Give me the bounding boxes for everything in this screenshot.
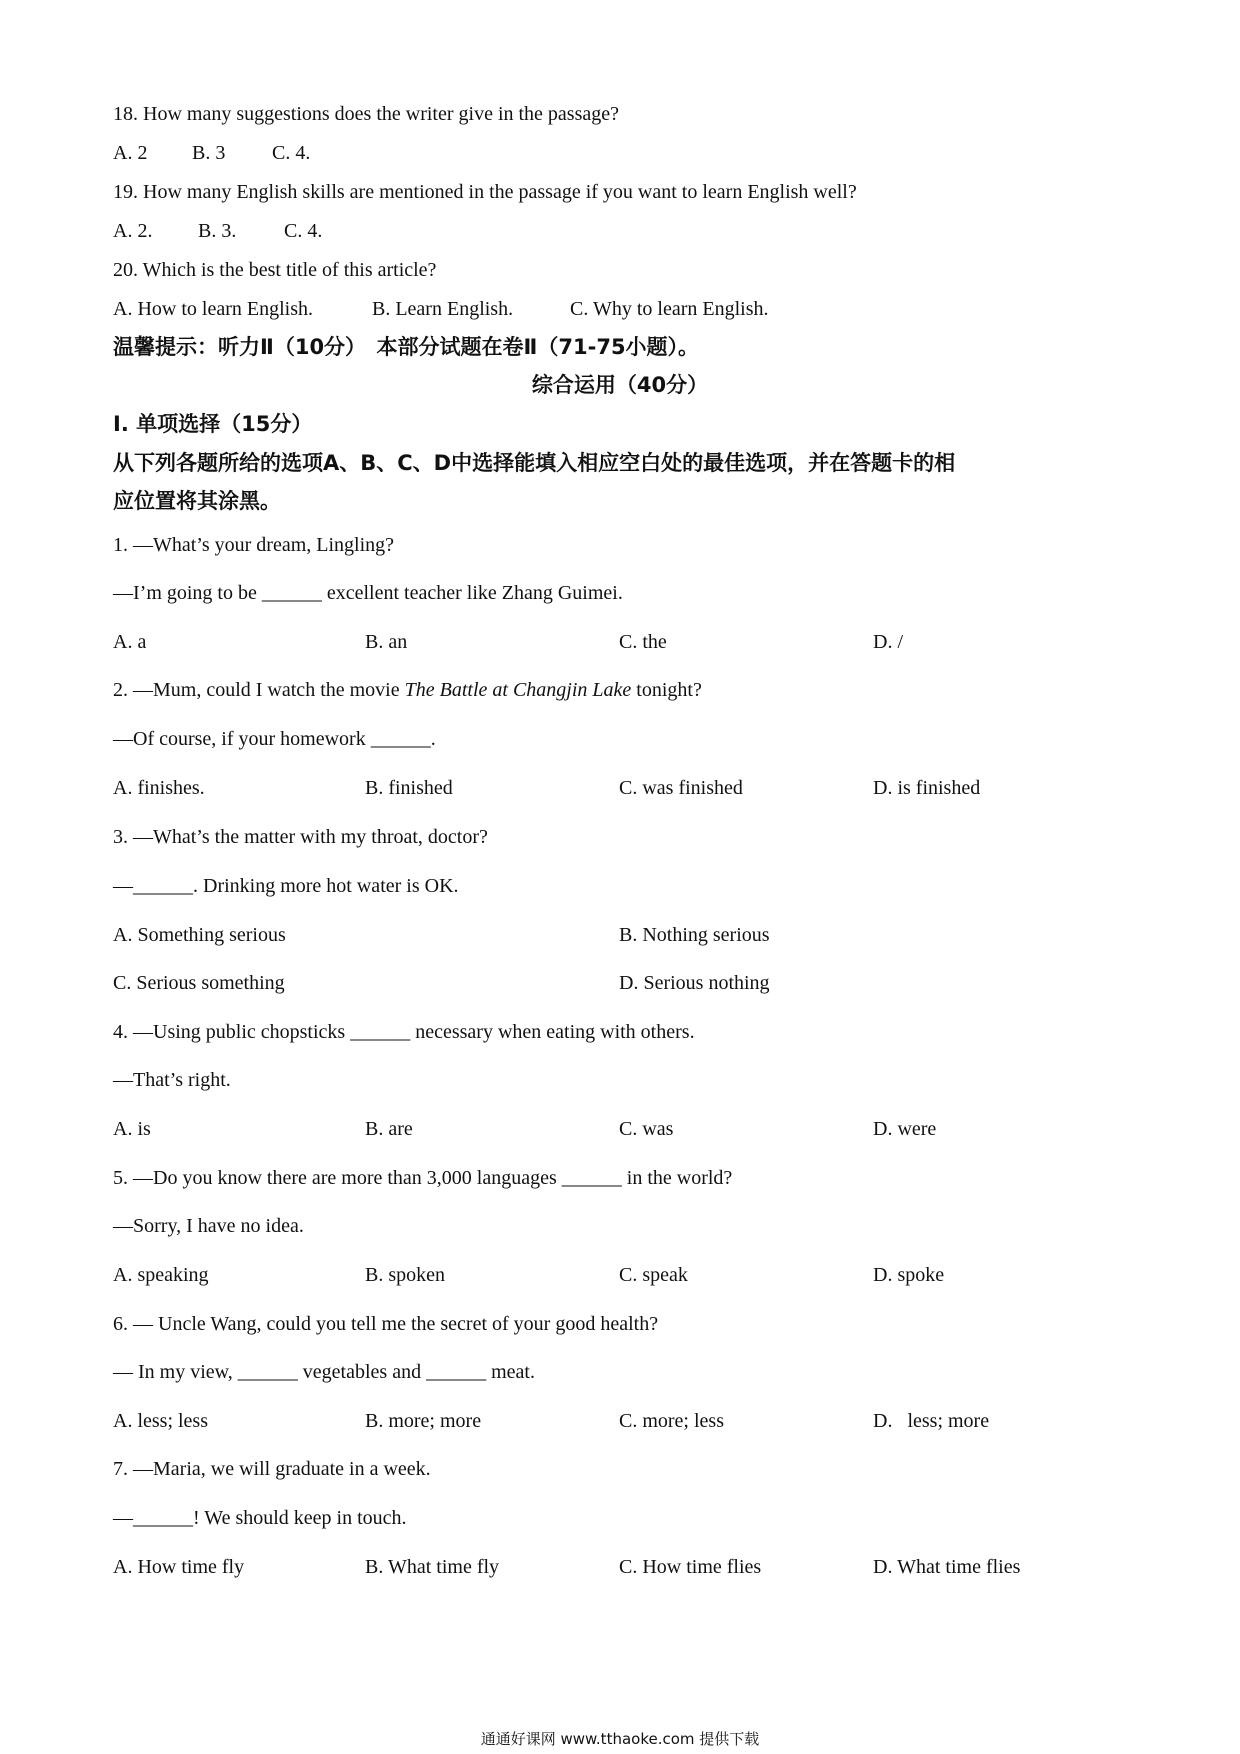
q1-option-d: D. / — [873, 631, 903, 653]
movie-title: The Battle at Changjin Lake — [404, 679, 632, 701]
question-4-line-1: 4. —Using public chopsticks ______ necessary when eating with others. — [113, 1021, 695, 1043]
section-title: 综合运用（40分） — [531, 373, 709, 397]
question-7-line-1: 7. —Maria, we will graduate in a week. — [113, 1458, 431, 1480]
question-2-line-1 — [113, 677, 702, 703]
q18-option-b: B. 3 — [192, 142, 226, 164]
q6-option-a: A. less; less — [113, 1410, 208, 1432]
q19-option-b: B. 3. — [198, 220, 237, 242]
q2-option-b: B. finished — [365, 777, 453, 799]
q7-option-c: C. How time flies — [619, 1556, 762, 1578]
q7-option-d: D. What time flies — [873, 1556, 1021, 1578]
q4-option-c: C. was — [619, 1118, 674, 1140]
q3-option-b: B. Nothing serious — [619, 924, 770, 946]
q2-option-a: A. finishes. — [113, 777, 205, 799]
question-19: 19. How many English skills are mentioned in the passage if you want to learn English well? — [113, 181, 857, 203]
q4-option-a: A. is — [113, 1118, 151, 1140]
instruction-line-1: 从下列各题所给的选项A、B、C、D中选择能填入相应空白处的最佳选项，并在答题卡的相 — [113, 451, 956, 475]
q5-option-d: D. spoke — [873, 1264, 945, 1286]
q1-option-b: B. an — [365, 631, 408, 653]
question-1-line-2: —I’m going to be ______ excellent teacher like Zhang Guimei. — [113, 582, 623, 604]
q2-option-d: D. is finished — [873, 777, 981, 799]
question-2-line-2: —Of course, if your homework ______. — [113, 728, 436, 750]
question-1-line-1: 1. —What’s your dream, Lingling? — [113, 534, 395, 556]
question-7-line-2: —______! We should keep in touch. — [113, 1507, 407, 1529]
q18-option-a: A. 2 — [113, 142, 148, 164]
q4-option-b: B. are — [365, 1118, 413, 1140]
question-6-line-1: 6. — Uncle Wang, could you tell me the secret of your good health? — [113, 1313, 659, 1335]
q7-option-b: B. What time fly — [365, 1556, 500, 1578]
q5-option-b: B. spoken — [365, 1264, 445, 1286]
question-5-line-1: 5. —Do you know there are more than 3,000 languages ______ in the world? — [113, 1167, 733, 1189]
question-3-line-1: 3. —What’s the matter with my throat, doctor? — [113, 826, 488, 848]
question-2-stem-post: tonight? — [631, 679, 702, 701]
q2-option-c: C. was finished — [619, 777, 743, 799]
q3-option-c: C. Serious something — [113, 972, 285, 994]
question-3-line-2: —______. Drinking more hot water is OK. — [113, 875, 459, 897]
question-5-line-2: —Sorry, I have no idea. — [113, 1215, 304, 1237]
q6-option-c: C. more; less — [619, 1410, 724, 1432]
listening-tip: 温馨提示：听力Ⅱ（10分） 本部分试题在卷Ⅱ（71-75小题）。 — [113, 335, 700, 359]
q19-option-a: A. 2. — [113, 220, 153, 242]
q20-option-a: A. How to learn English. — [113, 298, 313, 320]
question-18: 18. How many suggestions does the writer give in the passage? — [113, 103, 620, 125]
q5-option-a: A. speaking — [113, 1264, 209, 1286]
question-2-stem-pre: 2. —Mum, could I watch the movie — [113, 679, 405, 701]
q1-option-a: A. a — [113, 631, 147, 653]
part-title: Ⅰ. 单项选择（15分） — [113, 412, 313, 436]
q7-option-a: A. How time fly — [113, 1556, 245, 1578]
question-20: 20. Which is the best title of this article? — [113, 259, 437, 281]
q6-option-b: B. more; more — [365, 1410, 482, 1432]
instruction-line-2: 应位置将其涂黑。 — [113, 489, 281, 513]
q5-option-c: C. speak — [619, 1264, 688, 1286]
q20-option-b: B. Learn English. — [372, 298, 514, 320]
question-6-line-2: — In my view, ______ vegetables and ______ meat. — [113, 1361, 535, 1383]
q19-option-c: C. 4. — [284, 220, 323, 242]
question-4-line-2: —That’s right. — [113, 1069, 231, 1091]
q6-option-d: D. less; more — [873, 1410, 990, 1432]
q18-option-c: C. 4. — [272, 142, 311, 164]
q4-option-d: D. were — [873, 1118, 937, 1140]
q3-option-d: D. Serious nothing — [619, 972, 770, 994]
q3-option-a: A. Something serious — [113, 924, 286, 946]
footer-watermark: 通通好课网 www.tthaoke.com 提供下载 — [480, 1730, 760, 1748]
q1-option-c: C. the — [619, 631, 667, 653]
q20-option-c: C. Why to learn English. — [570, 298, 769, 320]
